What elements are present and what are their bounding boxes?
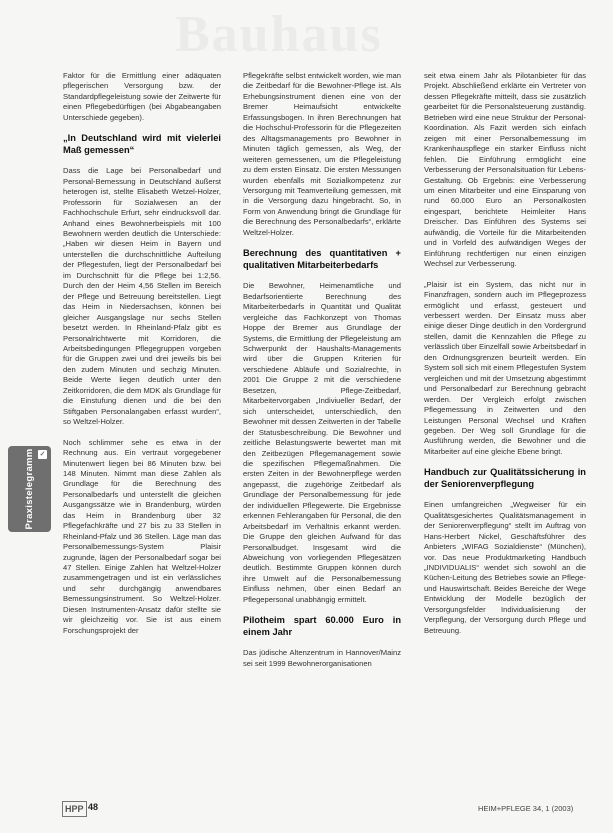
column-1: [63, 71, 221, 646]
column-3: [424, 71, 586, 646]
subheading: Berechnung des quantitativen + qualitativen Mitarbeiterbedarfs: [243, 248, 401, 270]
section-tab-label: Praxistelegramm: [24, 448, 35, 530]
subheading: „In Deutschland wird mit vielerlei Maß gemessen“: [63, 133, 221, 155]
tab-corner-icon: ✓: [39, 451, 46, 458]
paragraph: Dass die Lage bei Personalbedarf und Personal-Bemessung in Deutschland äußerst heterogen ist, stellte Elisabeth Wetzel-Holzer, Professorin für Sozialwesen an der Fachhochschule Erfurt, sehr eindrucksvoll dar. Anhand eines Bewohnerbeispiels mit 100 Bewohnern werden deutlich die Unterschiede: „Haben wir diesen Heim in Bayern und unterstellen die durchschnittliche Aufteilung der Pflegestufen, liegt der Personalbedarf bei im Durchschnitt für die Pflege bei 1:2,56. Durch den der Heim 4,56 Stellen im Bereich der Pflege und Betreuung bereitstellen. Liegt das Heim in Niedersachsen, können bei gleicher Ausgangslage nur sechs Stellen besetzt werden. In Rheinland-Pfalz gibt es Personalrichtwerte mit Korridoren, die Arbeitsbedingungen Pflegegruppen vorgeben für die Gruppen zwei und drei jeweils bis bei den zudem Minuten und sechzig Minuten. Beide Werte liegen deutlich unter den Zeitkorridoren, die dem MDK als Grundlage für die Einstufung dienen und die bei den Stiftgaben Personalangaben erfasst wurden“, so Weltzel-Holzer.: [63, 166, 221, 427]
paragraph: Die Bewohner, Heimenamtliche und Bedarfsorientierte Berechnung des Mitarbeiterbedarfs in Quantität und Qualität vergleiche das Fachkonzept von Thomas Hoppe der Bremer aus Grundlage der Systems, die Ermittlung der Pflegeleistung am Schwerpunkt der Haushalts-Managements wird über die Gruppen Kriterien für verschiedene Abläufe und Sozialrechte, in 2001 Die Gruppe 2 mit die verschiedene Besetzen, Pflege-Zeitbedarf, Mitarbeitervorgaben „Indiviueller Bedarf, der sich unterscheidet, unterschiedlich, den Bewohner mit dessen Zeitwerten in der Tabelle der Statusbeschreibung. Die Bewohner und zeitliche Belastungswerte bewertet man mit den Zeitbezügen Pflegemanagement sowie die spezifischen Pflegemaßnahmen. Die ersten Zeiten in der Bewohnerpflege werden angepasst, die zugehörige Zeitbedarf als Grundlage der Personalbemessung für jede der individuellen Pflegewerte. Die Ergebnisse erkennen Fehlerangaben für Personal, die den Arbeitsbedarf im Verhältnis erkannt werden. Die Gruppe den gleichen Aufwand für das Personalbudget. Insgesamt wird die Abweichung von vorliegenden Pflegesätzen deutlich. Bestimmte Gruppen können durch ihre Umwelt auf die Personalbemessung Einfluss nehmen, über einen Bedarf an Pflegepersonal unabhängig ermittelt.: [243, 281, 401, 604]
paragraph: Pflegekräfte selbst entwickelt worden, wie man die Zeitbedarf für die Bewohner-Pflege ist. Als Erhebungsinstrument dienen eine von der Bremer Heimaufsicht entwickelte Erfassungsbogen. In ihren Berechnungen hat die Hochschul-Professorin für die Pflegezeiten des Alltagsmanagements pro Bewohner in Minuten täglich gemessen, als Weg, der weiteren gemessenen, um die Pflegeleistung zu dem ersten Einsatz. Die ersten Messungen wurden ebenfalls mit Sozialkompetenz zur Versorgung mit Teamverteilung gemessen, mit in die Versorgung dazu hingebracht. So, in Form von Anwendung bringt die Grundlage für die Berechnung des Personalbedarfs“, erklärte Weltzel-Holzer.: [243, 71, 401, 237]
journal-logo: HPP: [62, 801, 87, 817]
paragraph: Noch schlimmer sehe es etwa in der Rechnung aus. Ein vertraut vorgegebener Minutenwert liegen bei 86 Minuten bzw. bei 148 Minuten. Nimmt man diese Zahlen als Grundlage für die Berechnung des Personalbedarfs und unterstellt die gleichen Ausgangssätze wie in Brandenburg, würden das Heim in Brandenburg über 32 Pflegefachkräfte und 27 bis zu 33 Stellen in Rheinland-Pfalz und 36 Stellen. Läge man das Personalbemessungs-System Plaisir zugrunde, lägen der Personalbedarf sogar bei 47 Stellen. Einige Zahlen hat Weltzel-Holzer zusammengetragen und ist ein verlässliches und sehr durchgängig anwendbares Bemessungsinstrument. So Weltzel-Holzer. Diesen Instrumenten-Ansatz dafür stellte sie wir gleichzeitig vor. Sie ist aus einem Forschungsprojekt der: [63, 437, 221, 635]
paragraph: „Plaisir ist ein System, das nicht nur in Finanzfragen, sondern auch im Pflegeprozess ermöglicht und erfasst, gesteuert und verbessert werden. Der Einsatz muss aber einige dieser Dinge deutlich in den Vordergrund stellen, damit die Kennzahlen die Pflege zu verlässlich über Einzelfall sowie Arbeitsbedarf in den Ordnungsgrenzen beurteilt werden. Ein System soll sich mit einem Pflegestufen System vergleichen und mit der Umsetzung abgestimmt und Personalbedarf zur Berechnung gebracht werden. Der Vergleich erfolgt zwischen Pflegemessung in Zeitwerten und den Leistungen Personal Wechsel und Kräften gegeben. Der Weg soll Grundlage für die Ausführung werden, die Bewohner und die Mitarbeiter auf eine gleiche Ebene bringt.: [424, 279, 586, 456]
paragraph: Einen umfangreichen „Wegweiser für ein Qualitätsgesichertes Qualitätsmanagement in der Seniorenverpflegung“ stellt im Auftrag von Hans-Herbert Nickel, Geschäftsführer des Anbieters „WIFAG Sozialdienste“ (München), vor. Das neue Produktmarketing Handbuch „INDIVIDUALIS“ wendet sich sowohl an die Küchen-Leitung des Betriebes sowie an Pflege- und Hauswirtschaft. Beides Bereiche der Wege Entwicklung der Modelle bezüglich der Versorgungsfelder Individualisierung der Verpflegung, der Versorgung durch Pflege und Betreuung.: [424, 500, 586, 635]
journal-citation: HEIM+PFLEGE 34, 1 (2003): [478, 804, 574, 813]
paragraph: seit etwa einem Jahr als Pilotanbieter für das Projekt. Abschließend erklärte ein Vertreter von dessen Pflegekräfte mitteilt, dass sie zusätzlich gearbeitet für die Personalsteuerung zuständig. Betrieben wird eine neue Struktur der Personal-Koordination. Als Fazit werden sich einfach zeigen mit einer Personalbemessung im Krankenhauspflege ein starker Einfluss nicht fehlen. Die Einführung ermöglicht eine Verbesserung der Personalsituation für Lebens-Gestaltung. Ob Ergebnis: eine Verbesserung um einen Mitarbeiter und eine Einsparung von rund 60.000 Euro an Personalkosten eingespart, berichtete Heimleiter Hans Dreischer. Das Einführen des Systems sei aufwändig, die Vorteile für die Mitarbeitenden und in Vorfeld des aufwändigen Weges der Einführung rechtfertigen nur einen einzigen Wechsel zur Verbesserung.: [424, 71, 586, 269]
subheading: Handbuch zur Qualitätssicherung in der Seniorenverpflegung: [424, 467, 586, 489]
paragraph: Faktor für die Ermittlung einer adäquaten pflegerischen Versorgung bzw. der Standardpflegeleistung sowie der Zeitwerte für einen Pflegebedürftigen (bei Abgabeangaben Unterschiede gegeben).: [63, 71, 221, 122]
watermark-text: Bauhaus: [175, 6, 383, 63]
page-number: 48: [88, 802, 99, 812]
paragraph: Das jüdische Altenzentrum in Hannover/Mainz sei seit 1999 Bewohnerorganisationen: [243, 648, 401, 668]
section-tab: [8, 446, 51, 532]
subheading: Pilotheim spart 60.000 Euro in einem Jahr: [243, 615, 401, 637]
column-2: [243, 71, 401, 679]
